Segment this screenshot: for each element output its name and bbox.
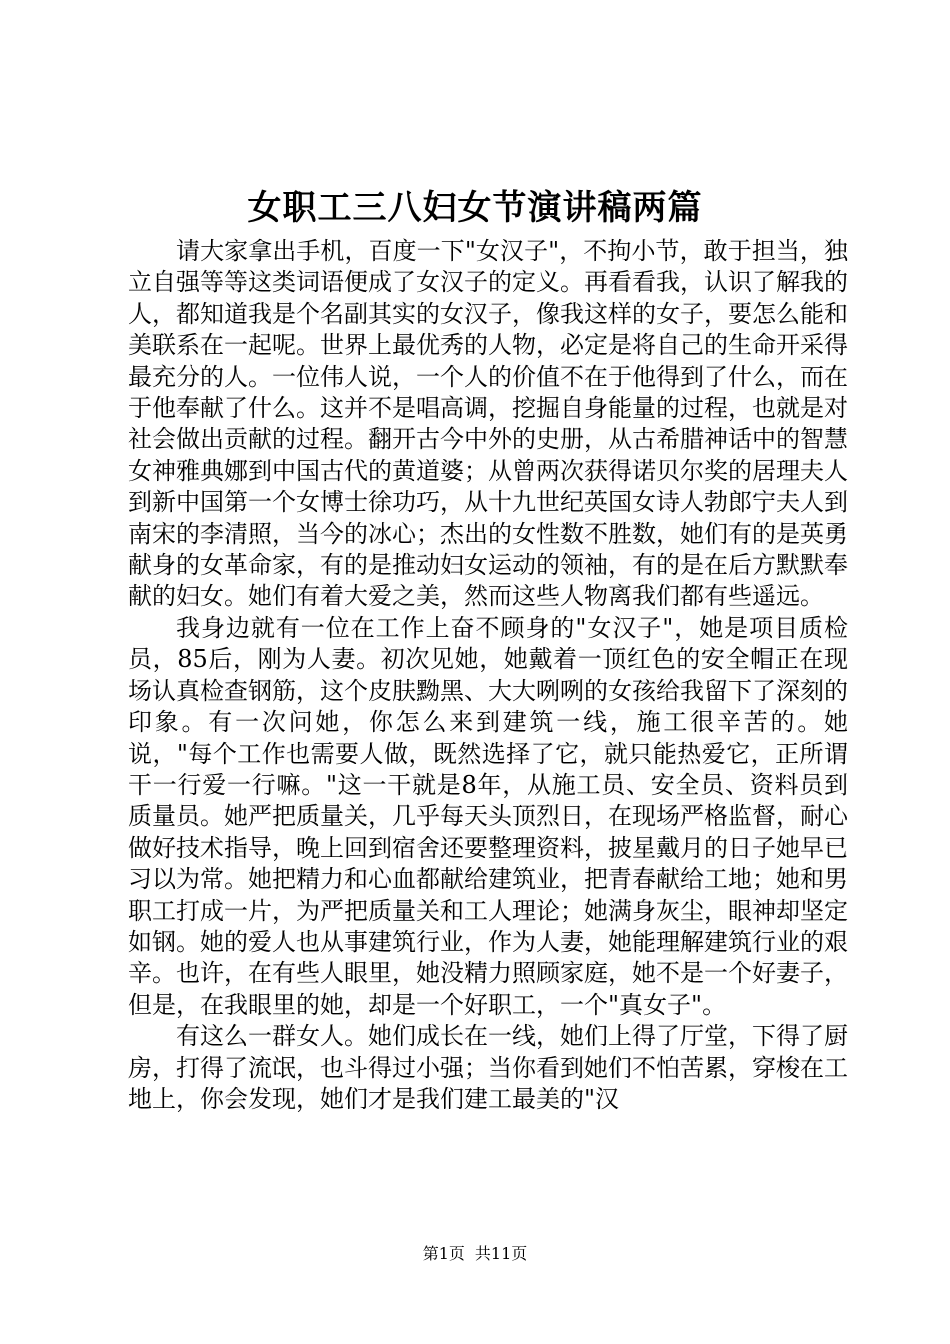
- document-title: 女职工三八妇女节演讲稿两篇: [247, 188, 703, 228]
- page-total: 共11页: [474, 1244, 528, 1263]
- page-number: 第1页: [422, 1244, 465, 1263]
- paragraph-2: 我身边就有一位在工作上奋不顾身的"女汉子"，她是项目质检员，85后，刚为人妻。初次见她，她戴着一顶红色的安全帽正在现场认真检查钢筋，这个皮肤黝黑、大大咧咧的女孩给我留下了深刻的印象。有一次问她，你怎么来到建筑一线，施工很辛苦的。她说，"每个工作也需要人做，既然选择了它，就只能热爱它，正所谓干一行爱一行嘛。"这一干就是8年，从施工员、安全员、资料员到质量员。她严把质量关，几乎每天头顶烈日，在现场严格监督，耐心做好技术指导，晚上回到宿舍还要整理资料，披星戴月的日子她早已习以为常。她把精力和心血都献给建筑业，把青春献给工地；她和男职工打成一片，为严把质量关和工人理论；她满身灰尘，眼神却坚定如钢。她的爱人也从事建筑行业，作为人妻，她能理解建筑行业的艰辛。也许，在有些人眼里，她没精力照顾家庭，她不是一个好妻子，但是，在我眼里的她，却是一个好职工，一个"真女子"。: [128, 613, 848, 1019]
- document-body: [128, 236, 848, 1115]
- paragraph-3: 有这么一群女人。她们成长在一线，她们上得了厅堂，下得了厨房，打得了流氓，也斗得过小强；当你看到她们不怕苦累，穿梭在工地上，你会发现，她们才是我们建工最美的"汉: [128, 1022, 848, 1113]
- paragraph-1: 请大家拿出手机，百度一下"女汉子"，不拘小节，敢于担当，独立自强等等这类词语便成了女汉子的定义。再看看我，认识了解我的人，都知道我是个名副其实的女汉子，像我这样的女子，要怎么能和美联系在一起呢。世界上最优秀的人物，必定是将自己的生命开采得最充分的人。一位伟人说，一个人的价值不在于他得到了什么，而在于他奉献了什么。这并不是唱高调，挖掘自身能量的过程，也就是对社会做出贡献的过程。翻开古今中外的史册，从古希腊神话中的智慧女神雅典娜到中国古代的黄道婆；从曾两次获得诺贝尔奖的居理夫人到新中国第一个女博士徐功巧，从十九世纪英国女诗人勃郎宁夫人到南宋的李清照，当今的冰心；杰出的女性数不胜数，她们有的是英勇献身的女革命家，有的是推动妇女运动的领袖，有的是在后方默默奉献的妇女。她们有着大爱之美，然而这些人物离我们都有些遥远。: [128, 237, 848, 611]
- page-footer: [0, 1243, 950, 1265]
